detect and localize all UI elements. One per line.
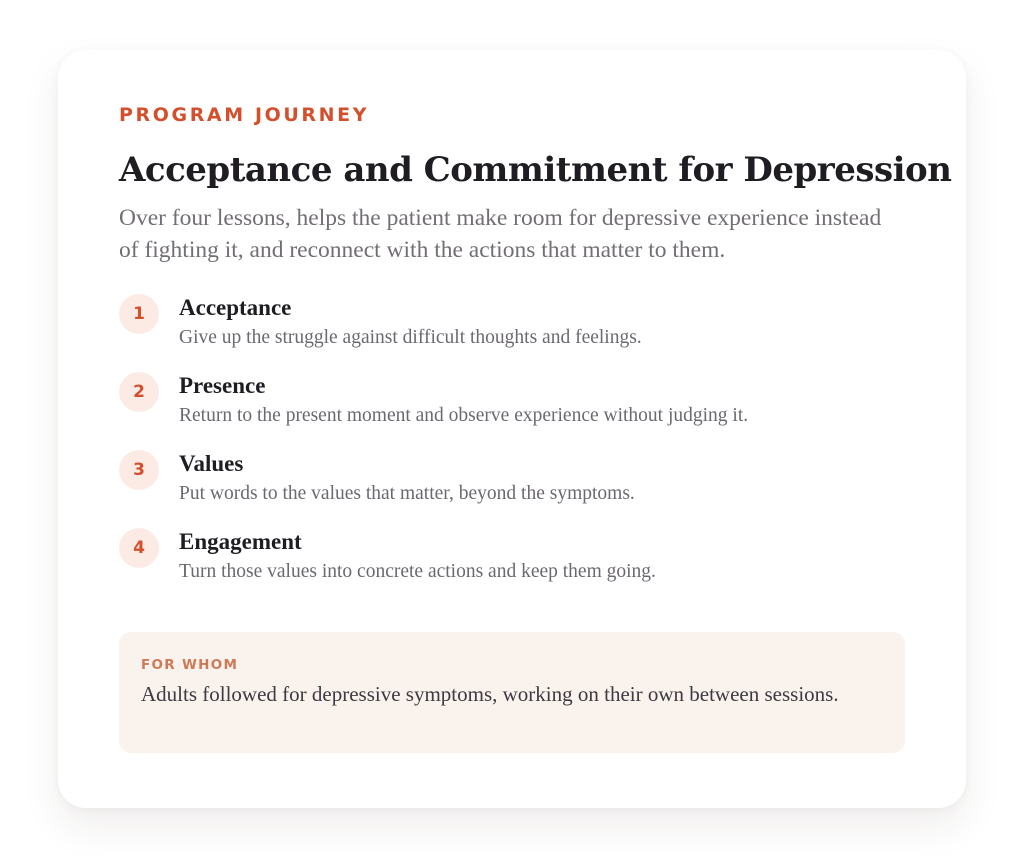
step-title: Values (179, 451, 244, 476)
page-title: Acceptance and Commitment for Depression (119, 150, 952, 190)
step-number-badge: 3 (119, 450, 159, 490)
step-title: Engagement (179, 529, 302, 554)
lesson-step (119, 450, 905, 528)
step-description: Turn those values into concrete actions and keep them going. (179, 561, 656, 582)
step-number-badge: 1 (119, 294, 159, 334)
step-number-badge: 2 (119, 372, 159, 412)
step-description: Put words to the values that matter, beyond the symptoms. (179, 483, 635, 504)
program-journey-card (58, 50, 966, 808)
lesson-step (119, 528, 905, 606)
step-description: Return to the present moment and observe experience without judging it. (179, 405, 749, 426)
step-number-badge: 4 (119, 528, 159, 568)
step-title: Presence (179, 373, 266, 398)
step-description: Give up the struggle against difficult thoughts and feelings. (179, 327, 642, 348)
program-description: Over four lessons, helps the patient make room for depressive experience instead of fighting it, and reconnect with the actions that matter to them. (119, 205, 882, 263)
lesson-steps-list (119, 294, 905, 606)
for-whom-label: FOR WHOM (141, 657, 239, 673)
for-whom-text: Adults followed for depressive symptoms, working on their own between sessions. (141, 682, 839, 706)
for-whom-callout (119, 632, 905, 753)
eyebrow-label: PROGRAM JOURNEY (119, 104, 370, 126)
lesson-step (119, 294, 905, 372)
step-title: Acceptance (179, 295, 292, 320)
lesson-step (119, 372, 905, 450)
